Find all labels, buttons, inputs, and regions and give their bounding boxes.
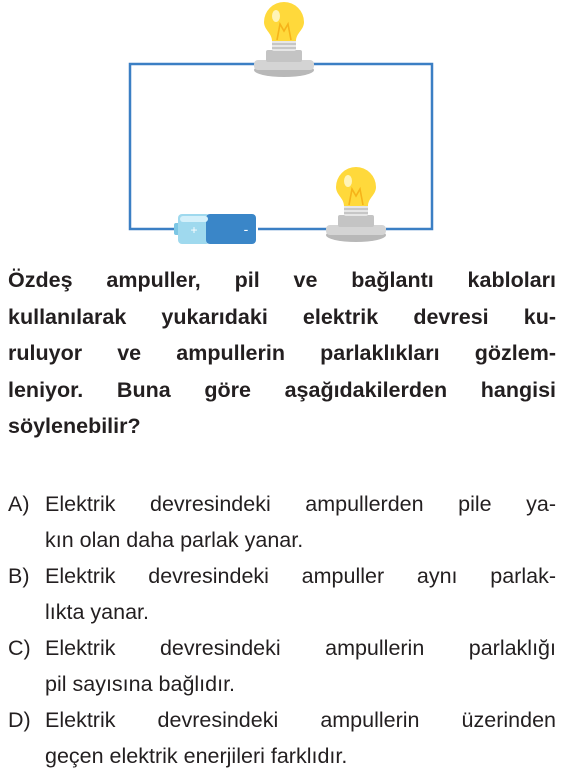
option-b[interactable]: [8, 558, 556, 630]
option-text-line1: Elektrik devresindeki ampullerin parlaklığı: [45, 636, 556, 660]
option-d[interactable]: [8, 702, 556, 774]
option-text-line2: lıkta yanar.: [45, 600, 149, 624]
battery-icon: [174, 214, 256, 244]
bulb-icon: [254, 2, 314, 77]
option-letter: A): [8, 492, 30, 516]
battery-minus-label: -: [243, 221, 249, 237]
question-text: [8, 262, 556, 445]
option-text-line1: Elektrik devresindeki ampullerden pile ya-: [45, 492, 556, 516]
option-letter: D): [8, 708, 31, 732]
option-text-line2: kın olan daha parlak yanar.: [45, 528, 304, 552]
option-a[interactable]: [8, 486, 556, 558]
option-letter: B): [8, 564, 30, 588]
option-c[interactable]: [8, 630, 556, 702]
question-line: kullanılarak yukarıdaki elektrik devresi ku-: [8, 304, 556, 329]
circuit-wire: [130, 64, 432, 229]
option-text-line1: Elektrik devresindeki ampuller aynı parlak-: [45, 564, 556, 588]
answer-options: [8, 486, 556, 774]
question-line: Özdeş ampuller, pil ve bağlantı kabloları: [8, 268, 556, 292]
circuit-diagram: [0, 0, 565, 250]
question-line: söylenebilir?: [8, 414, 141, 438]
option-text-line2: pil sayısına bağlıdır.: [45, 672, 236, 696]
option-text-line2: geçen elektrik enerjileri farklıdır.: [45, 744, 348, 768]
bulb-icon: [326, 167, 386, 242]
option-letter: C): [8, 636, 31, 660]
battery-plus-label: +: [190, 223, 198, 237]
question-line: ruluyor ve ampullerin parlaklıkları gözlem-: [8, 341, 556, 365]
option-text-line1: Elektrik devresindeki ampullerin üzerinden: [45, 708, 556, 732]
question-line: leniyor. Buna göre aşağıdakilerden hangisi: [8, 377, 556, 402]
